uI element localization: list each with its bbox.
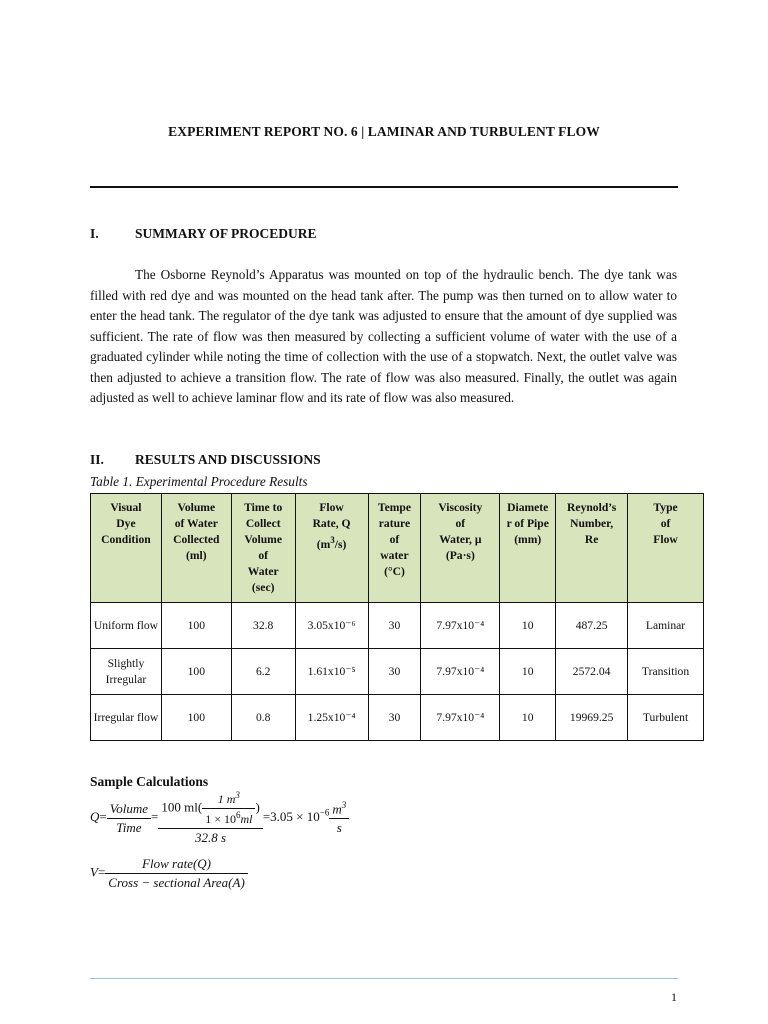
header-volume: Volume of Water Collected (ml) xyxy=(161,494,231,603)
eq-denominator: Time xyxy=(116,819,142,835)
header-reynolds: Reynold’s Number, Re xyxy=(556,494,628,603)
header-time: Time to Collect Volume of Water (sec) xyxy=(231,494,295,603)
eq-numerator: Volume xyxy=(107,801,151,819)
header-flow-type: Type of Flow xyxy=(628,494,704,603)
cell-volume: 100 xyxy=(161,603,231,649)
table-row xyxy=(91,695,704,741)
eq-conv-bottom-unit: ml xyxy=(240,812,253,826)
cell-viscosity: 7.97x10⁻⁴ xyxy=(421,603,500,649)
eq-result: 3.05 × 10 xyxy=(270,808,320,824)
results-table xyxy=(90,493,704,741)
eq-fraction-substituted xyxy=(158,790,262,846)
cell-flow-rate: 1.25x10⁻⁴ xyxy=(295,695,368,741)
section-title: RESULTS AND DISCUSSIONS xyxy=(135,452,321,467)
procedure-paragraph: The Osborne Reynold’s Apparatus was mounted on top of the hydraulic bench. The dye tank was filled with red dye and was mounted on the head tank after. The pump was then turned on to allow water to enter the head tank. The regulator of the dye tank was adjusted to ensure that the amount of dye supplied was sufficient. The rate of flow was then measured by collecting a sufficient volume of water with the use of a graduated cylinder while noting the time of collection with the use of a stopwatch. Next, the outlet valve was then adjusted to achieve a transition flow. The rate of flow was also measured. Finally, the outlet was again adjusted as well to achieve laminar flow and its rate of flow was also measured. xyxy=(90,267,677,405)
title-rule xyxy=(90,186,678,188)
section-heading-results xyxy=(90,452,321,468)
section-number: II. xyxy=(90,452,104,467)
eq-numerator: 100 ml( $\frac{1 m^3}{1 \times 10^6ml}$ ) xyxy=(158,790,262,829)
cell-flow-rate: 3.05x10⁻⁶ xyxy=(295,603,368,649)
cell-temperature: 30 xyxy=(368,603,421,649)
eq-denominator: Cross − sectional Area(A) xyxy=(108,875,245,890)
cell-volume: 100 xyxy=(161,649,231,695)
cell-diameter: 10 xyxy=(500,649,556,695)
eq-conv-bottom: 1 × 10 xyxy=(205,812,236,826)
cell-condition: Uniform flow xyxy=(91,603,162,649)
cell-time: 0.8 xyxy=(231,695,295,741)
eq-conv-bottom-exp: 6 xyxy=(235,810,241,820)
cell-viscosity: 7.97x10⁻⁴ xyxy=(421,649,500,695)
table-row xyxy=(91,603,704,649)
section-heading-procedure xyxy=(90,226,317,242)
cell-diameter: 10 xyxy=(500,695,556,741)
sample-calculations-heading: Sample Calculations xyxy=(90,774,209,789)
eq-unit-bottom: s xyxy=(329,818,349,836)
eq-fraction-volume-time xyxy=(107,801,151,836)
velocity-equation: V= $\frac{\text{Flow rate(Q)}}{\text{Cross − sectional Area(A)}}$ xyxy=(90,856,248,891)
eq-conv-top: 1 m xyxy=(217,792,236,806)
eq-numerator: Flow rate(Q) xyxy=(105,856,247,874)
cell-temperature: 30 xyxy=(368,695,421,741)
cell-condition: Irregular flow xyxy=(91,695,162,741)
eq-unit-top-exp: 3 xyxy=(341,799,347,810)
cell-time: 32.8 xyxy=(231,603,295,649)
cell-time: 6.2 xyxy=(231,649,295,695)
cell-flow-type: Turbulent xyxy=(628,695,704,741)
section-title: SUMMARY OF PROCEDURE xyxy=(135,226,317,241)
report-title: EXPERIMENT REPORT NO. 6 | LAMINAR AND TURBULENT FLOW xyxy=(168,124,600,139)
eq-unit-top: m xyxy=(332,801,342,817)
eq-fraction-velocity xyxy=(105,856,247,891)
header-flow-rate: Flow Rate, Q $(m^3/s)$ xyxy=(295,494,368,603)
cell-condition: Slightly Irregular xyxy=(91,649,162,695)
header-viscosity: Viscosity of Water, μ (Pa·s) xyxy=(421,494,500,603)
header-visual-dye: Visual Dye Condition xyxy=(91,494,162,603)
flow-rate-equation: Q= $\frac{\text{Volume}}{\text{Time}}$ = 100 ml( $\frac{1 m^3}{1 \times 10^6ml}$ ) 32.8 s $=3.05 \times 10^{-6}$ $\frac{m^3}{s}$ xyxy=(90,790,349,846)
header-diameter: Diamete r of Pipe (mm) xyxy=(500,494,556,603)
cell-volume: 100 xyxy=(161,695,231,741)
footer-rule xyxy=(90,978,678,979)
header-temperature: Tempe rature of water (°C) xyxy=(368,494,421,603)
table-header-row xyxy=(91,494,704,603)
table-row xyxy=(91,649,704,695)
cell-flow-type: Laminar xyxy=(628,603,704,649)
cell-flow-rate: 1.61x10⁻⁵ xyxy=(295,649,368,695)
table-caption: Table 1. Experimental Procedure Results xyxy=(90,474,308,489)
section-number: I. xyxy=(90,226,99,241)
eq-denominator: 32.8 s xyxy=(195,830,227,845)
cell-reynolds: 2572.04 xyxy=(556,649,628,695)
page-number: 1 xyxy=(671,990,677,1004)
cell-reynolds: 487.25 xyxy=(556,603,628,649)
eq-conversion-fraction xyxy=(202,790,255,827)
eq-result-exp: −6 xyxy=(319,807,330,818)
cell-viscosity: 7.97x10⁻⁴ xyxy=(421,695,500,741)
cell-diameter: 10 xyxy=(500,603,556,649)
cell-flow-type: Transition xyxy=(628,649,704,695)
eq-lhs: Q xyxy=(90,808,100,824)
eq-volume-value: 100 ml xyxy=(161,799,198,815)
eq-unit-fraction xyxy=(329,800,349,836)
cell-reynolds: 19969.25 xyxy=(556,695,628,741)
eq-lhs: V xyxy=(90,864,98,880)
cell-temperature: 30 xyxy=(368,649,421,695)
eq-conv-top-exp: 3 xyxy=(235,790,240,800)
